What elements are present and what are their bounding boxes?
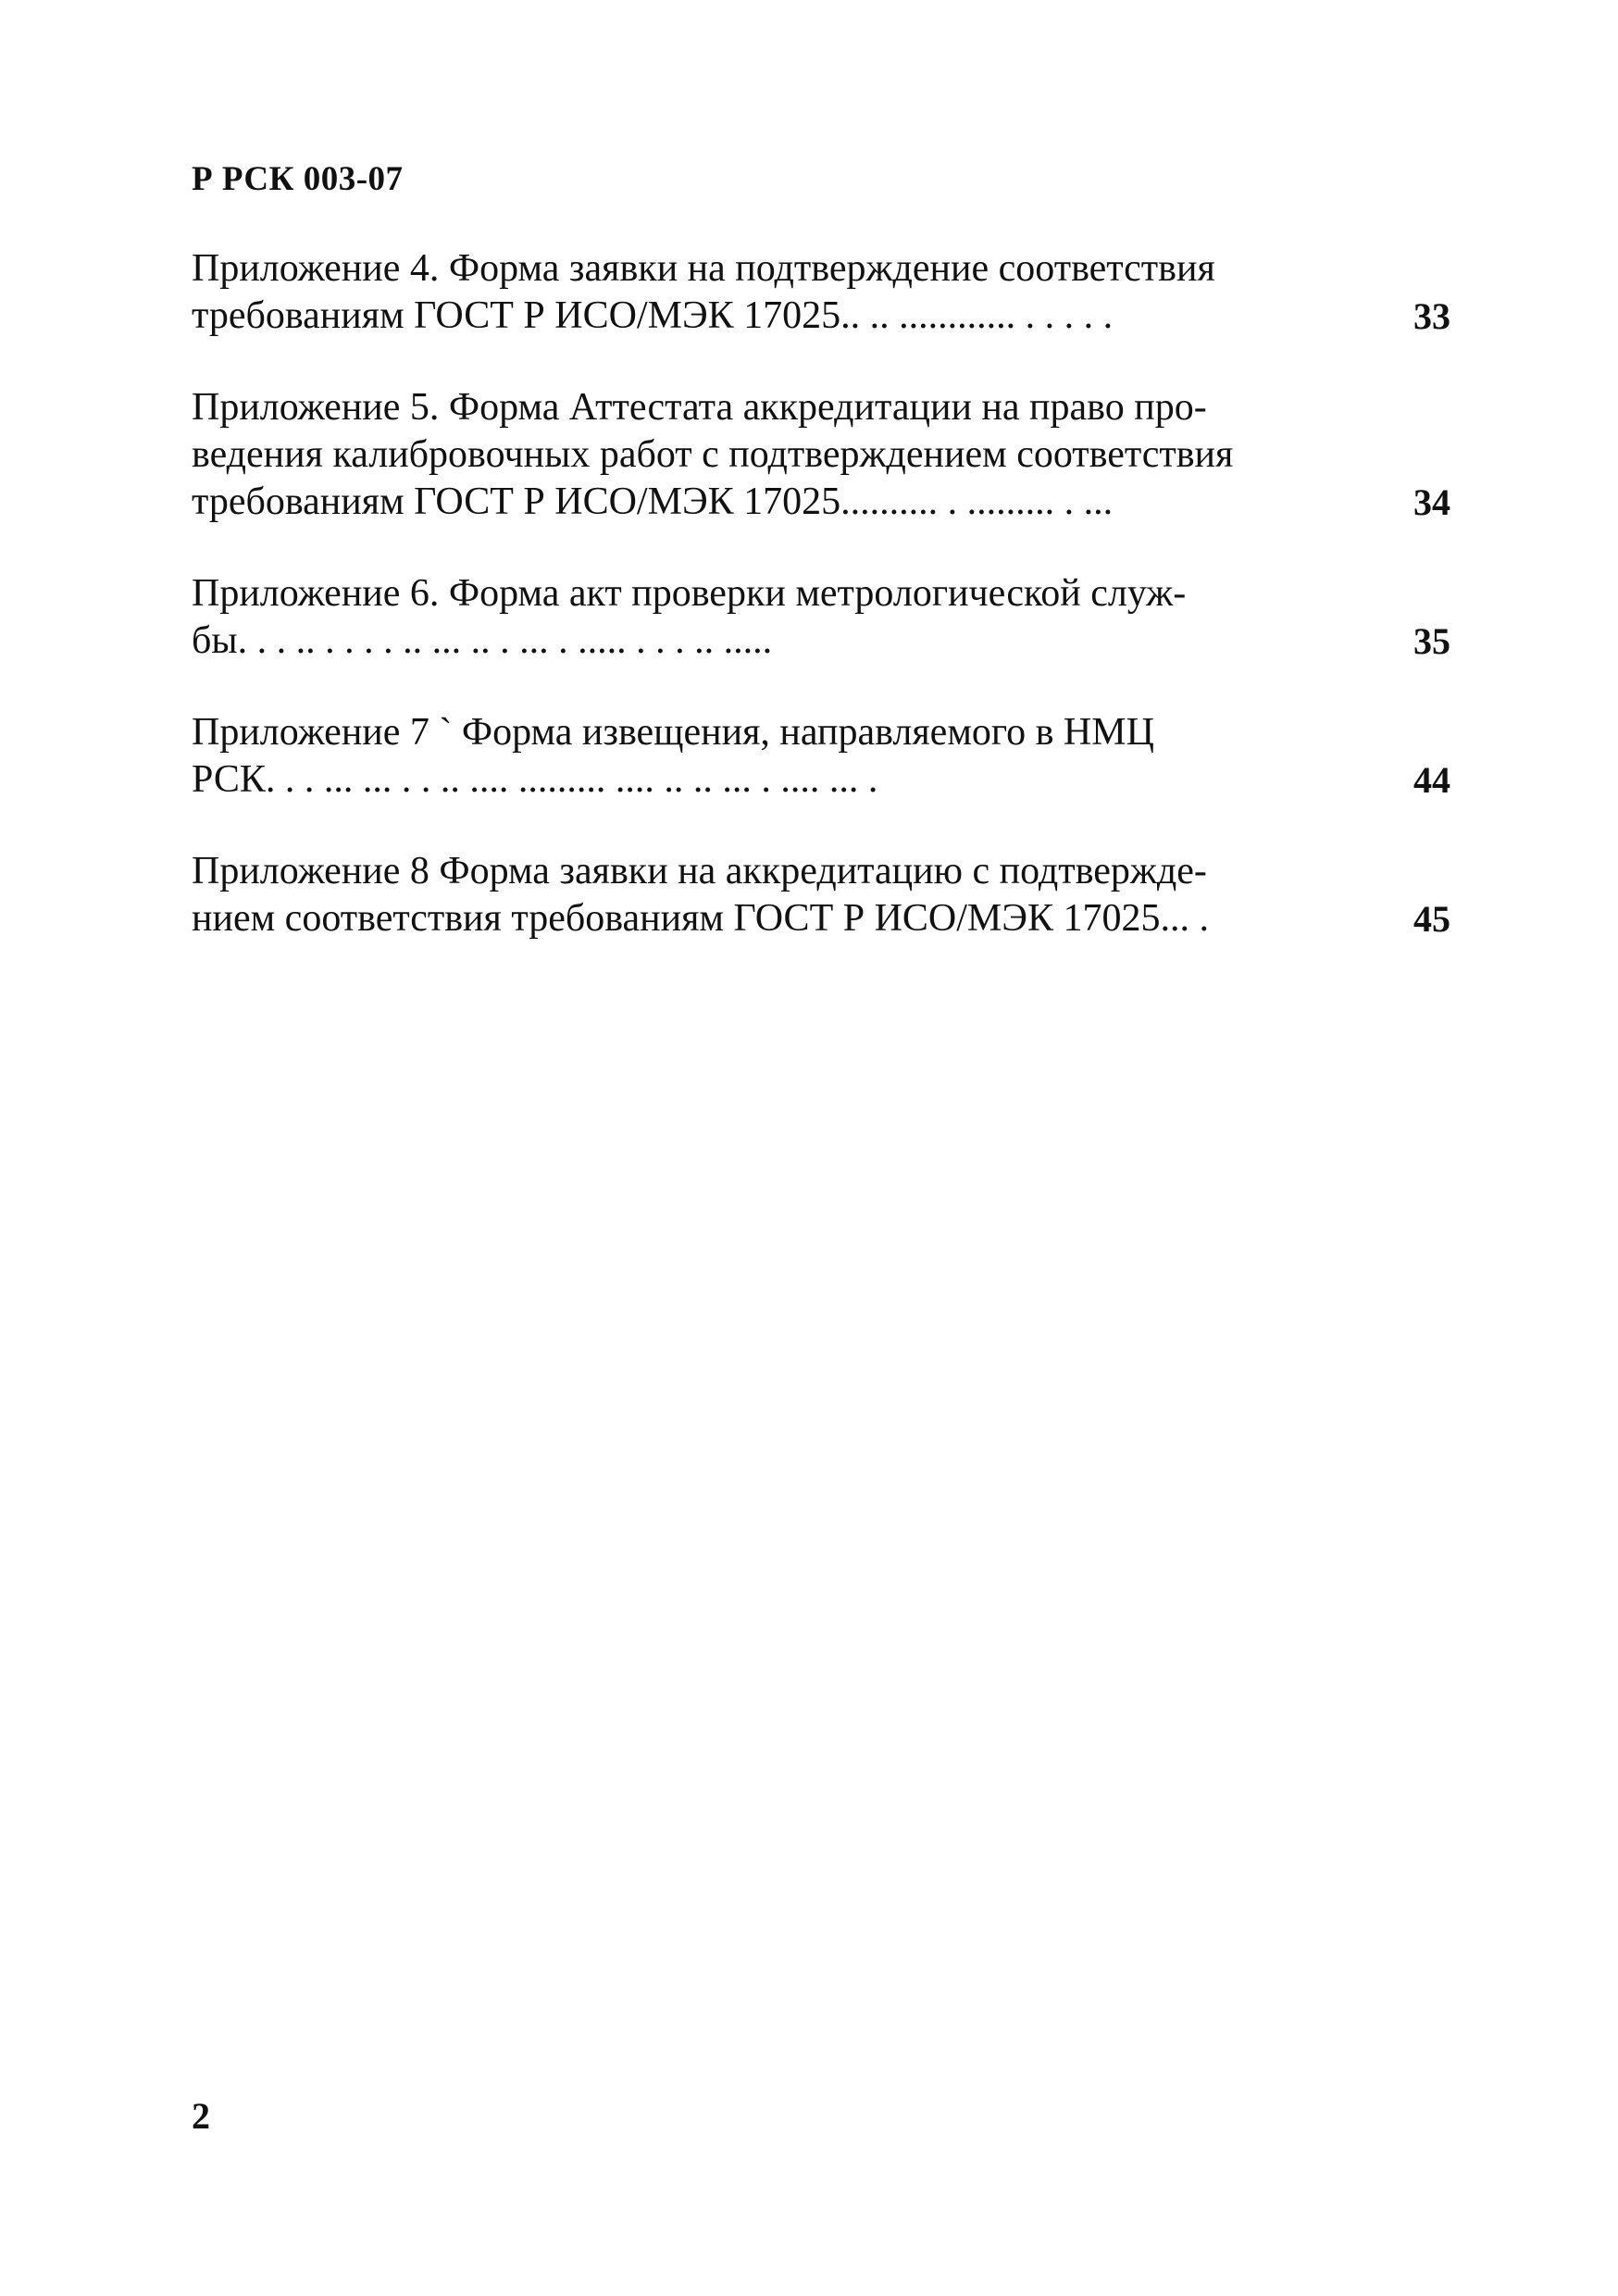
toc-entry-line: бы. . . .. . . . . .. ... .. . ... . ..... . . . .. .....	[192, 619, 773, 662]
toc-entry-line: требованиям ГОСТ Р ИСО/МЭК 17025.......... . ......... . ...	[192, 480, 1114, 523]
toc-entry-line: нием соответствия требованиям ГОСТ Р ИСО/МЭК 17025... .	[192, 897, 1210, 940]
toc-entry-line: Приложение 5. Форма Аттестата аккредитации на право про-	[192, 386, 1207, 429]
toc-entry-title	[192, 570, 1312, 665]
table-of-contents	[192, 245, 1450, 987]
toc-page-number: 44	[1413, 759, 1450, 801]
toc-entry-title	[192, 384, 1312, 526]
toc-entry-line: Приложение 6. Форма акт проверки метрологической служ-	[192, 572, 1187, 615]
toc-entry-appendix-5	[192, 384, 1450, 526]
toc-entry-line: Приложение 4. Форма заявки на подтверждение соответствия	[192, 247, 1215, 290]
toc-entry-line: РСК. . . ... ... . . .. .... ......... .... .. .. ... . .... ... .	[192, 758, 878, 801]
toc-entry-appendix-7	[192, 709, 1450, 804]
toc-page-number: 34	[1413, 481, 1450, 523]
toc-entry-appendix-4	[192, 245, 1450, 340]
toc-entry-line: Приложение 8 Форма заявки на аккредитацию с подтвержде-	[192, 850, 1207, 892]
toc-page-number: 33	[1413, 295, 1450, 337]
toc-entry-line: требованиям ГОСТ Р ИСО/МЭК 17025.. .. ............ . . . . .	[192, 294, 1114, 337]
toc-entry-line: Приложение 7 ` Форма извещения, направляемого в НМЦ	[192, 711, 1154, 754]
document-code: Р РСК 003-07	[192, 160, 404, 198]
toc-entry-line: ведения калибровочных работ с подтверждением соответствия	[192, 433, 1234, 476]
toc-entry-title	[192, 245, 1312, 340]
page-number: 2	[192, 2095, 210, 2137]
toc-page-number: 45	[1413, 898, 1450, 940]
toc-entry-appendix-6	[192, 570, 1450, 665]
toc-entry-title	[192, 709, 1312, 804]
toc-entry-title	[192, 848, 1312, 942]
toc-page-number: 35	[1413, 620, 1450, 662]
toc-entry-appendix-8	[192, 848, 1450, 942]
